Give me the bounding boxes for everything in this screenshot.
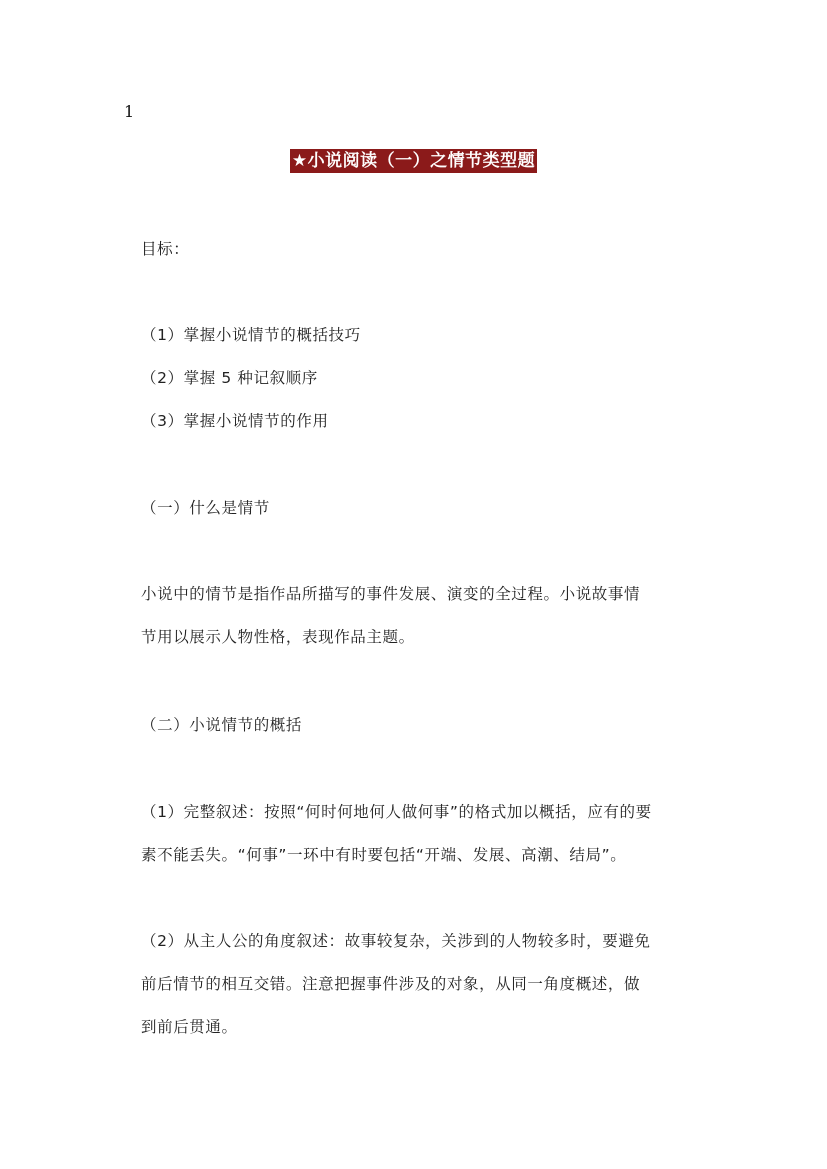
document-title: ★小说阅读（一）之情节类型题 bbox=[291, 151, 536, 171]
section1-text-line: 节用以展示人物性格，表现作品主题。 bbox=[141, 628, 415, 646]
section1-text-line: 小说中的情节是指作品所描写的事件发展、演变的全过程。小说故事情 bbox=[141, 585, 641, 603]
goal-item: （1）掌握小说情节的概括技巧 bbox=[141, 326, 361, 344]
section2-item2-line: （2）从主人公的角度叙述：故事较复杂，关涉到的人物较多时，要避免 bbox=[141, 932, 651, 950]
goal-item: （3）掌握小说情节的作用 bbox=[141, 412, 329, 430]
goal-item: （2）掌握 5 种记叙顺序 bbox=[141, 369, 318, 387]
section2-heading: （二）小说情节的概括 bbox=[141, 716, 303, 734]
section2-item1-line: （1）完整叙述：按照“何时何地何人做何事”的格式加以概括，应有的要 bbox=[141, 803, 652, 821]
title-container bbox=[0, 149, 827, 173]
section2-item2-line: 到前后贯通。 bbox=[141, 1018, 238, 1036]
section2-item2-line: 前后情节的相互交错。注意把握事件涉及的对象，从同一角度概述，做 bbox=[141, 975, 641, 993]
section1-heading: （一）什么是情节 bbox=[141, 499, 270, 517]
page-number: 1 bbox=[124, 102, 135, 121]
section2-item1-line: 素不能丢失。“何事”一环中有时要包括“开端、发展、高潮、结局”。 bbox=[141, 846, 627, 864]
goal-label: 目标： bbox=[141, 240, 190, 258]
